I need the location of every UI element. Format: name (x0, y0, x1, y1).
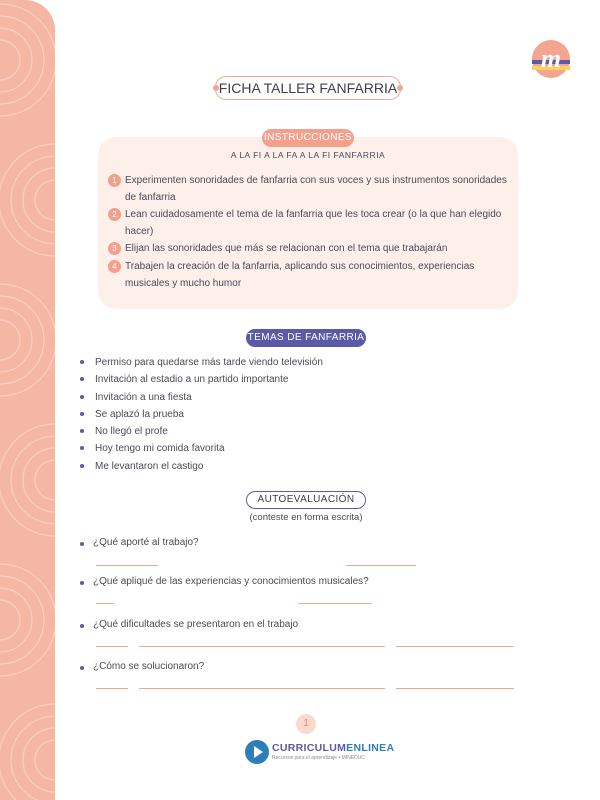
list-item: Invitación a una fiesta (80, 389, 323, 406)
themes-label: TEMAS DE FANFARRIA (246, 329, 366, 347)
question: ¿Qué aporté al trabajo? (80, 537, 199, 548)
instruction-step (108, 258, 508, 292)
decorative-sidebar (0, 0, 55, 800)
brand-name (272, 742, 394, 754)
themes-list (80, 354, 323, 475)
list-item: Se aplazó la prueba (80, 406, 323, 423)
answer-line[interactable] (96, 565, 158, 566)
step-number: 2 (108, 208, 121, 221)
logo-letter: m (540, 44, 562, 73)
answer-line[interactable] (96, 688, 128, 689)
sidebar-pattern (0, 0, 55, 800)
list-item: Permiso para quedarse más tarde viendo televisión (80, 354, 323, 371)
answer-line[interactable] (346, 565, 416, 566)
instruction-step (108, 206, 508, 240)
self-assessment-subtitle: (conteste en forma escrita) (249, 512, 363, 523)
step-number: 4 (108, 260, 121, 273)
list-item: No llegó el profe (80, 423, 323, 440)
step-number: 1 (108, 174, 121, 187)
step-text: Lean cuidadosamente el tema de la fanfarria que les toca crear (o la que han elegido hacer) (125, 209, 502, 237)
question: ¿Cómo se solucionaron? (80, 661, 204, 672)
instruction-step (108, 172, 508, 206)
instruction-step (108, 240, 508, 257)
page-title: FICHA TALLER FANFARRIA (215, 76, 401, 100)
answer-line[interactable] (139, 646, 385, 647)
list-item: Invitación al estadio a un partido importante (80, 371, 323, 388)
step-text: Elijan las sonoridades que más se relacionan con el tema que trabajarán (125, 243, 448, 254)
answer-line[interactable] (96, 603, 114, 604)
answer-line[interactable] (96, 646, 128, 647)
answer-line[interactable] (298, 603, 372, 604)
step-text: Trabajen la creación de la fanfarria, aplicando sus conocimientos, experiencias musicales y mucho humor (125, 261, 475, 289)
question: ¿Qué dificultades se presentaron en el trabajo (80, 619, 298, 630)
brand-main: CURRICULUM (272, 742, 347, 754)
page-number: 1 (296, 714, 316, 734)
answer-line[interactable] (396, 688, 514, 689)
list-item: Hoy tengo mi comida favorita (80, 440, 323, 457)
play-icon (245, 740, 269, 764)
brand-logo (532, 40, 570, 78)
self-assessment-label: AUTOEVALUACIÓN (246, 491, 366, 509)
instructions-subtitle: A LA FI A LA FA A LA FI FANFARRIA (230, 150, 386, 160)
brand-tagline: Recursos para el aprendizaje • MINEDUC (272, 755, 365, 761)
step-text: Experimenten sonoridades de fanfarria con sus voces y sus instrumentos sonoridades de fanfarria (125, 175, 507, 203)
list-item: Me levantaron el castigo (80, 458, 323, 475)
answer-line[interactable] (396, 646, 514, 647)
instructions-label: INSTRUCCIONES (262, 129, 354, 147)
question: ¿Qué apliqué de las experiencias y conocimientos musicales? (80, 576, 369, 587)
footer-logo (245, 740, 395, 768)
step-number: 3 (108, 242, 121, 255)
answer-line[interactable] (139, 688, 385, 689)
brand-accent: ENLINEA (346, 742, 395, 754)
